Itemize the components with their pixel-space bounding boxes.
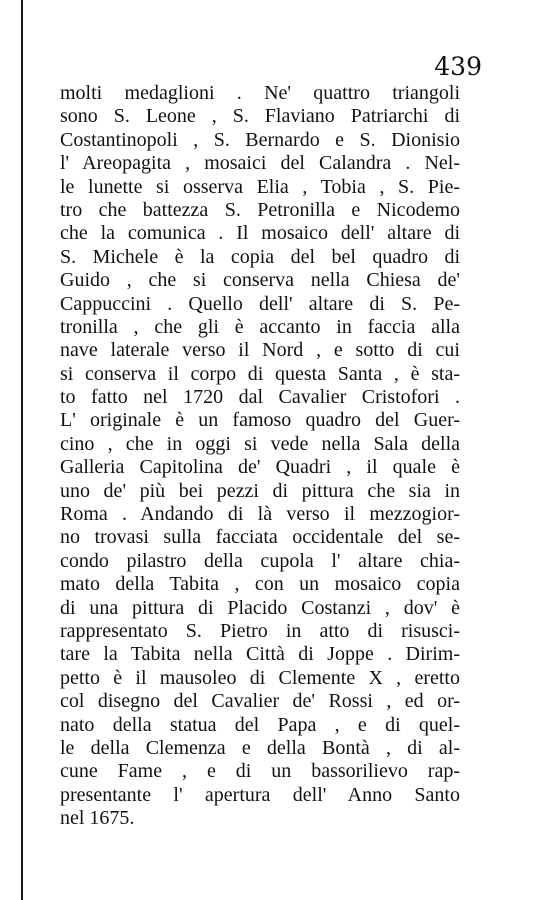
text-line: l' Areopagita , mosaici del Calandra . Nel- bbox=[60, 152, 460, 175]
text-line: S. Michele è la copia del bel quadro di bbox=[60, 245, 460, 268]
text-line: si conserva il corpo di questa Santa , è sta- bbox=[60, 362, 460, 385]
text-line: sono S. Leone , S. Flaviano Patriarchi di bbox=[60, 105, 460, 128]
text-line: nave laterale verso il Nord , e sotto di cui bbox=[60, 339, 460, 362]
page-number: 439 bbox=[434, 52, 482, 81]
text-line: Galleria Capitolina de' Quadri , il quale è bbox=[60, 456, 460, 479]
text-line: L' originale è un famoso quadro del Guer- bbox=[60, 409, 460, 432]
gutter-line bbox=[21, 0, 23, 900]
text-line: no trovasi sulla facciata occidentale del se- bbox=[60, 526, 460, 549]
text-line: rappresentato S. Pietro in atto di risusci- bbox=[60, 619, 460, 642]
body-text bbox=[60, 82, 460, 831]
text-line: tro che battezza S. Petronilla e Nicodemo bbox=[60, 198, 460, 221]
text-line: cune Fame , e di un bassorilievo rap- bbox=[60, 760, 460, 783]
text-line: uno de' più bei pezzi di pittura che sia in bbox=[60, 479, 460, 502]
text-line: nel 1675. bbox=[60, 807, 135, 830]
text-line: nato della statua del Papa , e di quel- bbox=[60, 713, 460, 736]
text-line: condo pilastro della cupola l' altare chia- bbox=[60, 549, 460, 572]
text-line: cino , che in oggi si vede nella Sala della bbox=[60, 432, 460, 455]
text-line: Cappuccini . Quello dell' altare di S. Pe- bbox=[60, 292, 460, 315]
text-line: presentante l' apertura dell' Anno Santo bbox=[60, 783, 460, 806]
text-line: Roma . Andando di là verso il mezzogior- bbox=[60, 503, 460, 526]
text-line: le lunette si osserva Elia , Tobia , S. Pie- bbox=[60, 175, 460, 198]
text-line: col disegno del Cavalier de' Rossi , ed or- bbox=[60, 690, 460, 713]
text-line: di una pittura di Placido Costanzi , dov' è bbox=[60, 596, 460, 619]
text-line: petto è il mausoleo di Clemente X , eretto bbox=[60, 666, 460, 689]
text-line: Guido , che si conserva nella Chiesa de' bbox=[60, 269, 460, 292]
text-line: molti medaglioni . Ne' quattro triangoli bbox=[60, 82, 460, 104]
text-line: le della Clemenza e della Bontà , di al- bbox=[60, 736, 460, 759]
text-line: tare la Tabita nella Città di Joppe . Dirim- bbox=[60, 643, 460, 666]
text-line: to fatto nel 1720 dal Cavalier Cristofori . bbox=[60, 386, 460, 409]
text-line: mato della Tabita , con un mosaico copia bbox=[60, 573, 460, 596]
text-line: tronilla , che gli è accanto in faccia alla bbox=[60, 315, 460, 338]
text-line: Costantinopoli , S. Bernardo e S. Dionisio bbox=[60, 128, 460, 151]
text-line: che la comunica . Il mosaico dell' altare di bbox=[60, 222, 460, 245]
